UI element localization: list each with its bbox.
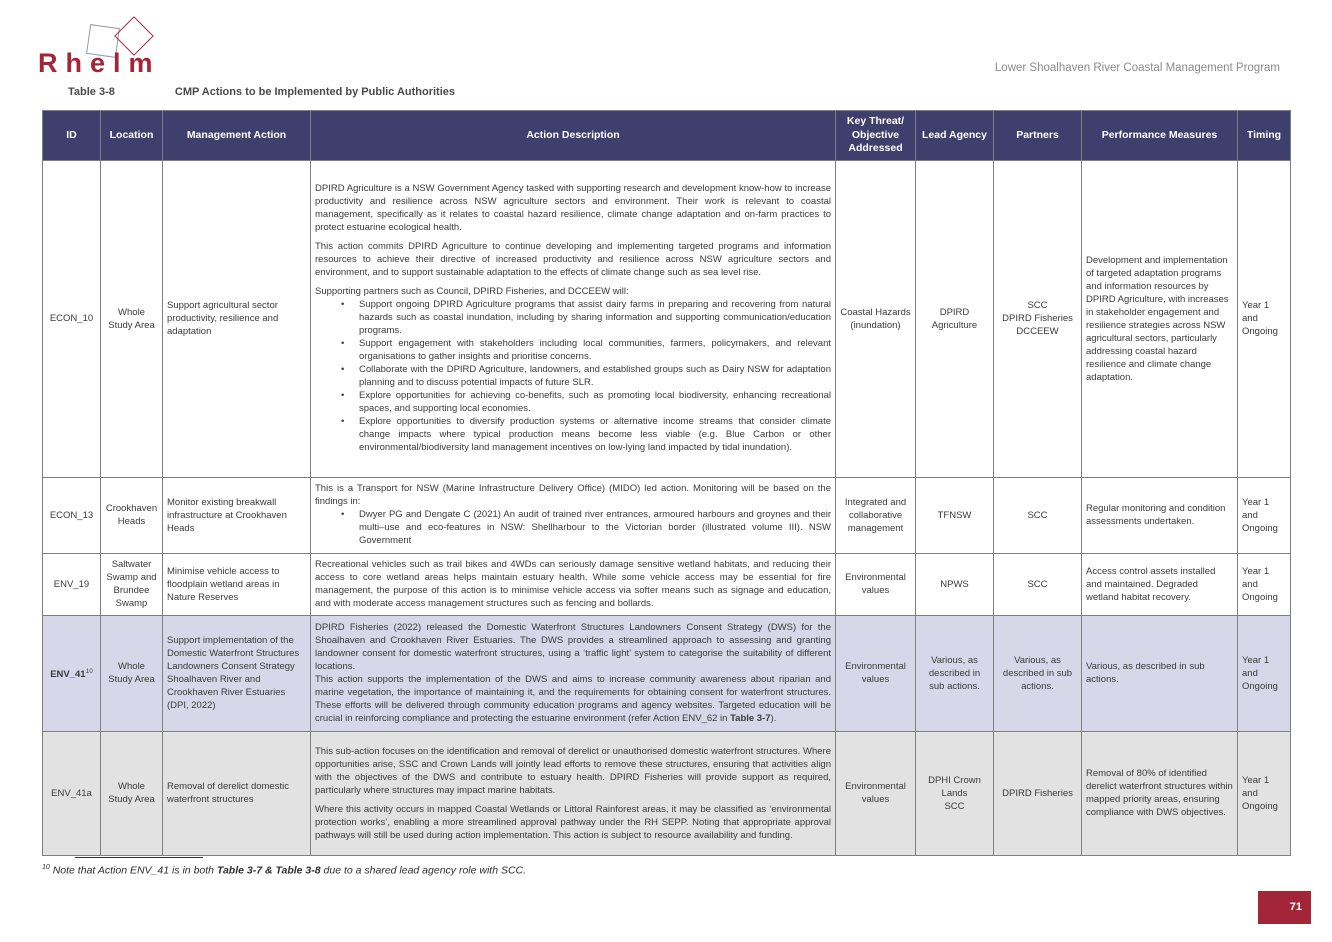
cell-management-action: Minimise vehicle access to floodplain wetland areas in Nature Reserves — [163, 553, 311, 615]
table-row — [43, 160, 1291, 477]
cell-location: Crookhaven Heads — [101, 477, 163, 553]
cell-partners: SCC DPIRD Fisheries DCCEEW — [994, 160, 1082, 477]
table-row — [43, 731, 1291, 855]
column-header: Timing — [1238, 111, 1291, 161]
table-row — [43, 615, 1291, 731]
cell-performance-measures: Various, as described in sub actions. — [1082, 615, 1238, 731]
table-row — [43, 477, 1291, 553]
cell-key-threat: Environmental values — [836, 731, 916, 855]
column-header: Action Description — [311, 111, 836, 161]
footnote-marker: 10 — [42, 864, 50, 871]
cell-timing: Year 1 and Ongoing — [1238, 731, 1291, 855]
cell-id: ECON_10 — [43, 160, 101, 477]
cell-action-description: Recreational vehicles such as trail bikes and 4WDs can seriously damage sensitive wetland habitats, and reducing their access to core wetland areas helps maintain estuary health. While some vehicle access may be essential for fire management, the purpose of this action is to minimise vehicle access via softer means such as signage and education, and with moderate access management structures such as fencing and bollards. — [311, 553, 836, 615]
cell-timing: Year 1 and Ongoing — [1238, 477, 1291, 553]
cell-key-threat: Environmental values — [836, 615, 916, 731]
cell-performance-measures: Development and implementation of targeted adaptation programs and information resources by DPIRD Agriculture, with increases in stakeholder engagement and resilience strategies across NSW agricultural sectors, particularly addressing coastal hazard resilience and climate change adaptation. — [1082, 160, 1238, 477]
document-header-title: Lower Shoalhaven River Coastal Management Program — [994, 62, 1280, 74]
cell-action-description: DPIRD Fisheries (2022) released the Domestic Waterfront Structures Landowners Consent Strategy (DWS) for the Shoalhaven and Crookhaven River Estuaries. The DWS provides a streamlined approach to assessing and granting landowner consent for domestic waterfront structures, using a ‘traffic light’ system to categorise the suitability of different locations. This action supports the implementation of the DWS and aims to increase community awareness about riparian and marine vegetation, the importance of maintaining it, and the requirements for obtaining consent for waterfront structures. These efforts will be delivered through community education programs and agency websites. Targeted education will be crucial in reinforcing compliance and protecting the estuarine environment (refer Action ENV_62 in Table 3-7). — [311, 615, 836, 731]
cell-action-description: DPIRD Agriculture is a NSW Government Agency tasked with supporting research and development know-how to increase productivity and resilience across NSW agriculture sectors and environment. Their work is relevant to coastal management, specifically as it relates to coastal hazard resilience, climate change adaptation and on-farm practices to protect estuarine ecological health. This action commits DPIRD Agriculture to continue developing and implementing targeted programs and information resources to achieve their directive of increased productivity and resilience across NSW agriculture sectors and environment, and to support sustainable adaptation to the effects of climate change such as sea level rise. Supporting partners such as Council, DPIRD Fisheries, and DCCEEW will: • Support ongoing DPIRD Agriculture programs that assist dairy farms in preparing and recovering from natural hazards such as coastal inundation, including by sharing information and supporting communication/education programs. • Support engagement with stakeholders including local communities, farmers, policymakers, and relevant organisations to gather insights and prioritise concerns. • Collaborate with the DPIRD Agriculture, landowners, and established groups such as Dairy NSW for adaptation planning and to discuss potential impacts of future SLR. • Explore opportunities for achieving co-benefits, such as promoting local biodiversity, enhancing recreational spaces, and supporting local economies. • Explore opportunities to diversify production systems or alternative income streams that consider climate change impacts where typical production means become less viable (e.g. Blue Carbon or other environmental/biodiversity land management incentives on low-lying land impacted by tidal inundation). — [311, 160, 836, 477]
rhelm-logo — [38, 40, 198, 88]
cmp-actions-table — [42, 110, 1291, 856]
table-row — [43, 553, 1291, 615]
cell-location: Saltwater Swamp and Brundee Swamp — [101, 553, 163, 615]
cell-id: ENV_19 — [43, 553, 101, 615]
footnote — [42, 864, 526, 877]
table-caption — [68, 86, 455, 98]
brand-name: Rhelm — [38, 48, 161, 78]
cell-id: $ENV\_41^{10}$ — [43, 615, 101, 731]
page-number: 71 — [1289, 901, 1302, 913]
cell-key-threat: Coastal Hazards (inundation) — [836, 160, 916, 477]
cell-location: Whole Study Area — [101, 160, 163, 477]
cell-lead-agency: DPHI Crown Lands SCC — [916, 731, 994, 855]
cell-location: Whole Study Area — [101, 615, 163, 731]
cell-management-action: Monitor existing breakwall infrastructure at Crookhaven Heads — [163, 477, 311, 553]
cell-performance-measures: Access control assets installed and maintained. Degraded wetland habitat recovery. — [1082, 553, 1238, 615]
cell-partners: SCC — [994, 553, 1082, 615]
table-header-row — [43, 111, 1291, 161]
cell-key-threat: Environmental values — [836, 553, 916, 615]
cell-partners: SCC — [994, 477, 1082, 553]
table-label: Table 3-8 — [68, 86, 115, 98]
column-header: Performance Measures — [1082, 111, 1238, 161]
cell-action-description: This sub-action focuses on the identification and removal of derelict or unauthorised domestic waterfront structures. Where opportunities arise, SSC and Crown Lands will jointly lead efforts to remove these structures, ensuring that activities align with the objectives of the DWS and contribute to estuary health. DPIRD Fisheries will provide support as required, particularly where structures may impact marine habitats. Where this activity occurs in mapped Coastal Wetlands or Littoral Rainforest areas, it may be classified as ‘environmental protection works’, enabling a more streamlined approval pathway under the RH SEPP. Noting that appropriate approval pathways will still be used during action implementation. This action is subject to resource availability and funding. — [311, 731, 836, 855]
cell-performance-measures: Removal of 80% of identified derelict waterfront structures within mapped priority areas, ensuring compliance with DWS objectives. — [1082, 731, 1238, 855]
cell-lead-agency: Various, as described in sub actions. — [916, 615, 994, 731]
cell-management-action: Removal of derelict domestic waterfront structures — [163, 731, 311, 855]
cell-lead-agency: TFNSW — [916, 477, 994, 553]
column-header: Management Action — [163, 111, 311, 161]
cell-management-action: Support implementation of the Domestic Waterfront Structures Landowners Consent Strategy Shoalhaven River and Crookhaven River Estuaries (DPI, 2022) — [163, 615, 311, 731]
column-header: ID — [43, 111, 101, 161]
cell-id: ENV_41a — [43, 731, 101, 855]
column-header: Partners — [994, 111, 1082, 161]
cell-id: ECON_13 — [43, 477, 101, 553]
cell-action-description: This is a Transport for NSW (Marine Infrastructure Delivery Office) (MIDO) led action. Monitoring will be based on the findings in: • Dwyer PG and Dengate C (2021) An audit of trained river entrances, armoured harbours and groynes and their multi–use and eco-features in NSW: Shellharbour to the Victorian border (illustrated volume III). NSW Government — [311, 477, 836, 553]
cell-timing: Year 1 and Ongoing — [1238, 615, 1291, 731]
column-header: Key Threat/ Objective Addressed — [836, 111, 916, 161]
cell-key-threat: Integrated and collaborative management — [836, 477, 916, 553]
page-number-badge — [1258, 891, 1311, 924]
cell-partners: Various, as described in sub actions. — [994, 615, 1082, 731]
column-header: Location — [101, 111, 163, 161]
footnote-text-pre: Note that Action ENV_41 is in both — [49, 864, 217, 877]
cell-lead-agency: DPIRD Agriculture — [916, 160, 994, 477]
table-body — [43, 160, 1291, 855]
table-title: CMP Actions to be Implemented by Public Authorities — [174, 86, 455, 98]
footnote-text-post: due to a shared lead agency role with SCC. — [320, 864, 527, 877]
column-header: Lead Agency — [916, 111, 994, 161]
cell-location: Whole Study Area — [101, 731, 163, 855]
cell-management-action: Support agricultural sector productivity, resilience and adaptation — [163, 160, 311, 477]
cell-timing: Year 1 and Ongoing — [1238, 160, 1291, 477]
cell-lead-agency: NPWS — [916, 553, 994, 615]
cell-partners: DPIRD Fisheries — [994, 731, 1082, 855]
cell-timing: Year 1 and Ongoing — [1238, 553, 1291, 615]
cell-performance-measures: Regular monitoring and condition assessments undertaken. — [1082, 477, 1238, 553]
footnote-text-bold: Table 3-7 & Table 3-8 — [216, 864, 321, 877]
footnote-separator — [75, 857, 203, 858]
